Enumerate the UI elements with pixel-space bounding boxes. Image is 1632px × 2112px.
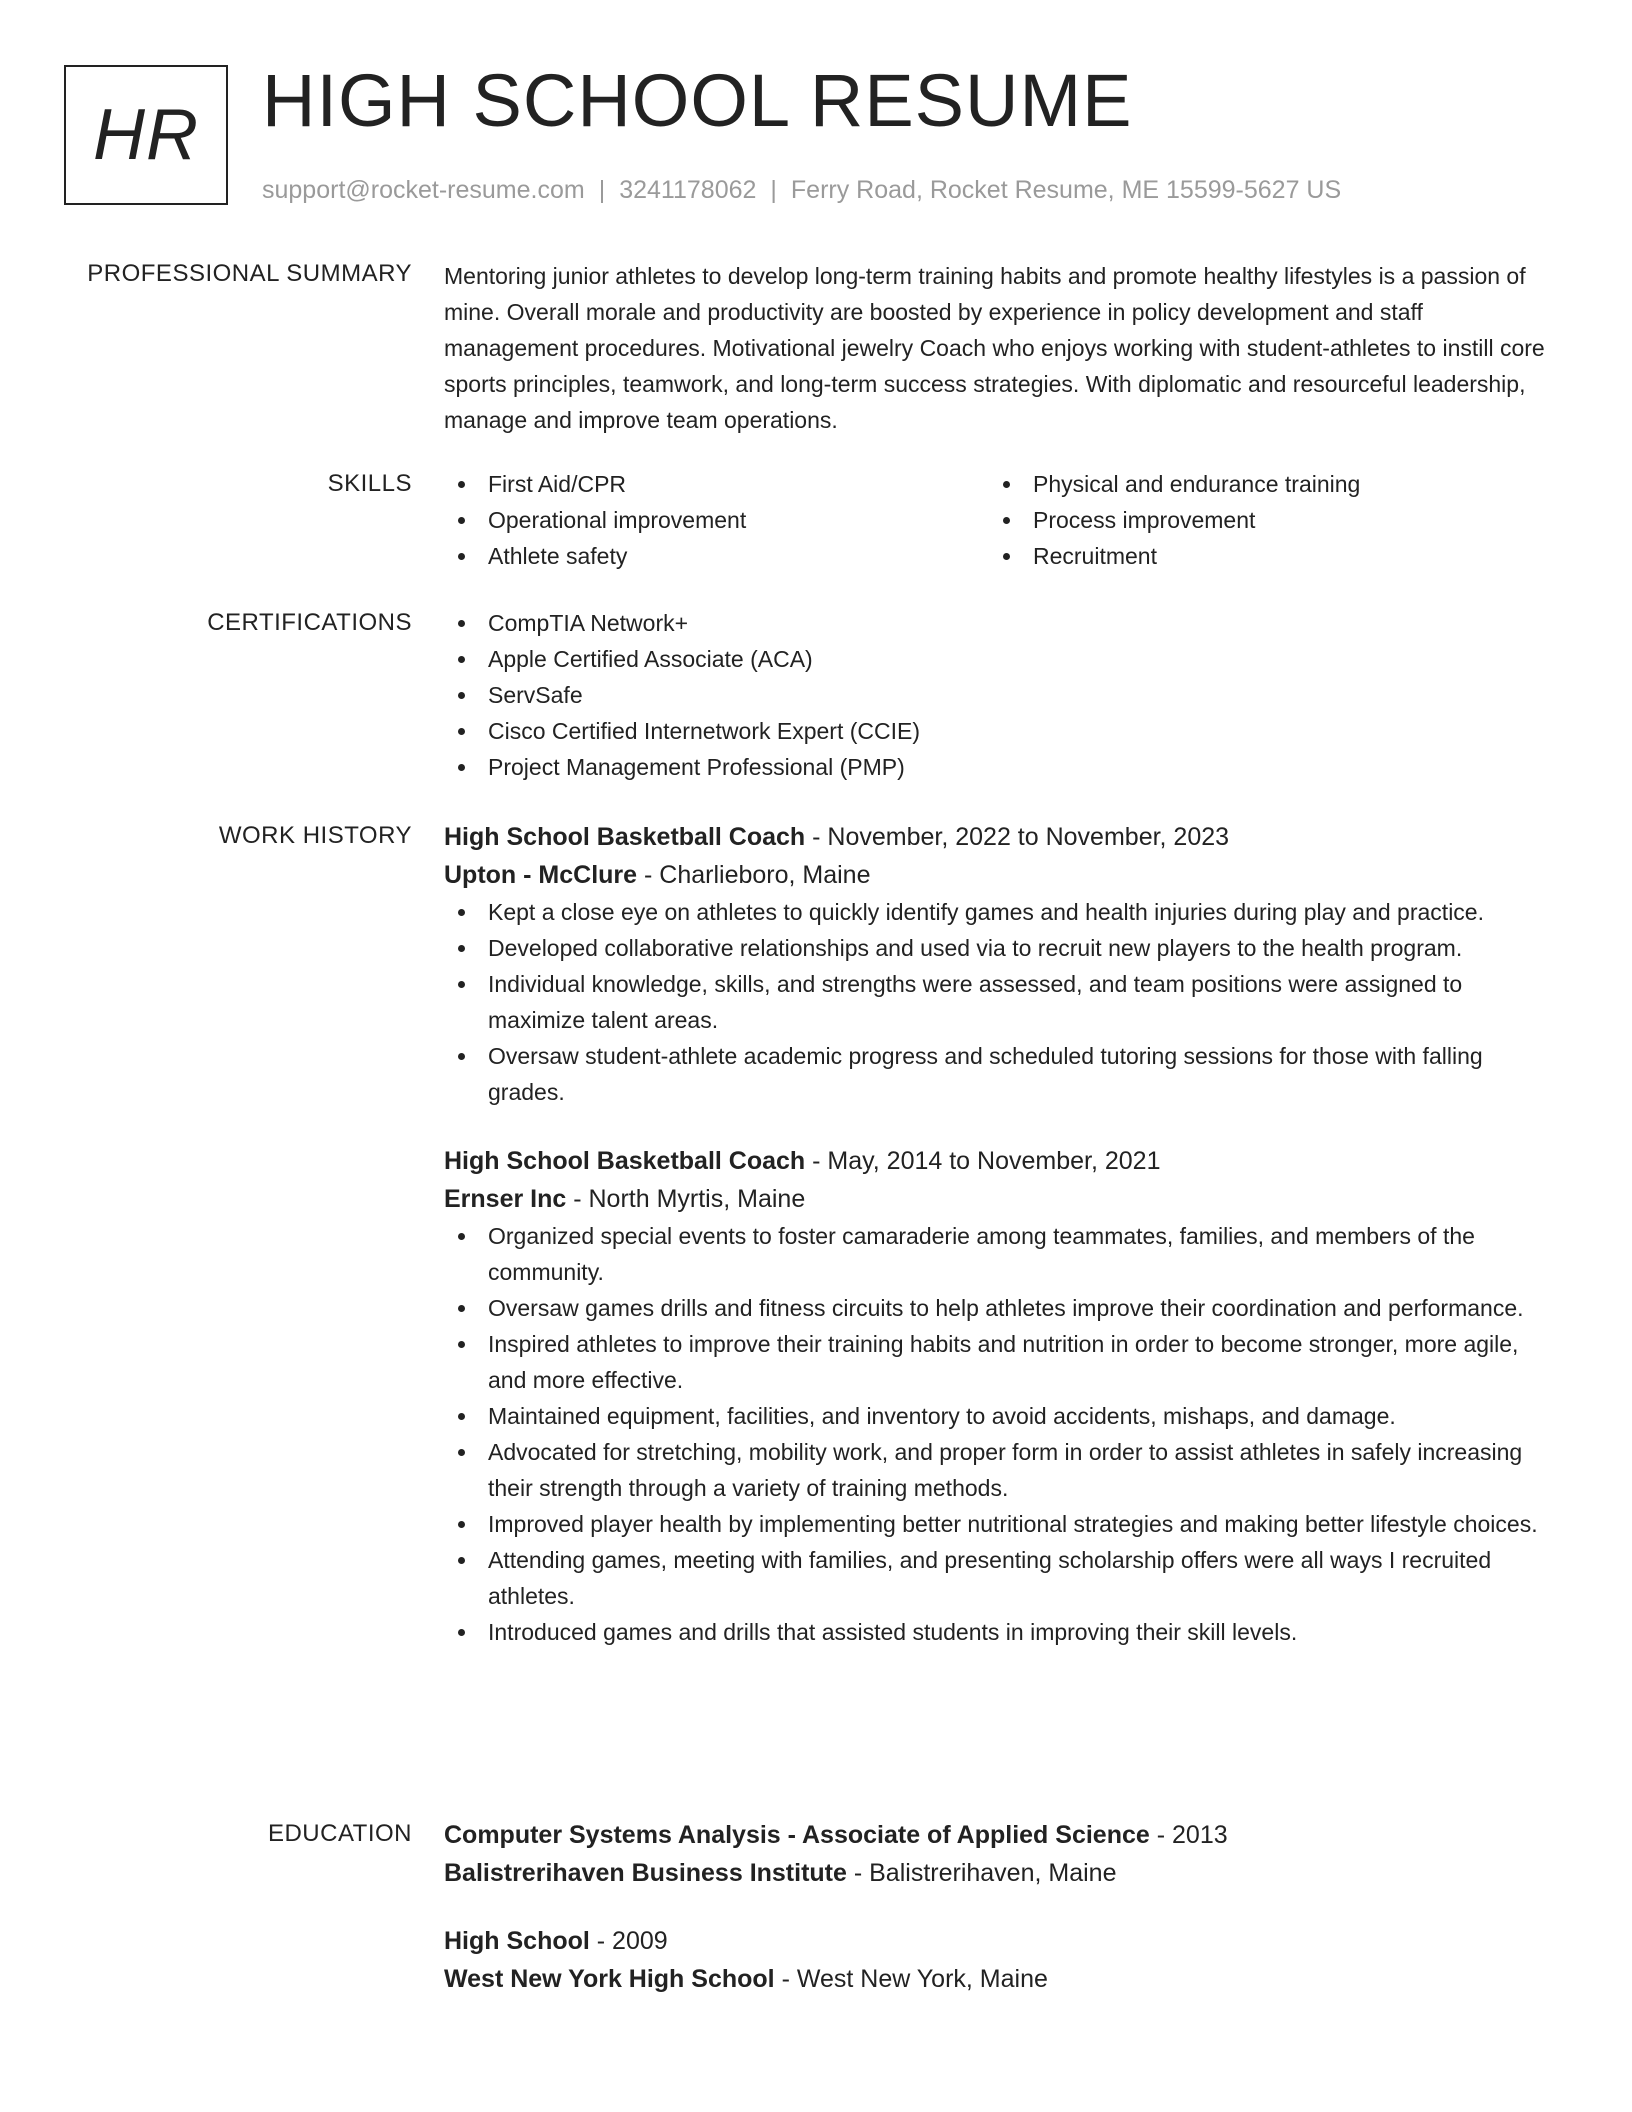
- skills-heading: SKILLS: [327, 470, 412, 497]
- skills-grid: [444, 466, 1560, 574]
- skill-item: Athlete safety: [444, 538, 989, 574]
- skill-item: Recruitment: [989, 538, 1534, 574]
- school-name: Balistrerihaven Business Institute: [444, 1859, 847, 1887]
- education-body: [444, 1816, 1560, 1998]
- education-entry: [444, 1816, 1560, 1892]
- monogram-box: [64, 65, 228, 205]
- contact-line: [262, 172, 1341, 208]
- work-history-body: [444, 818, 1560, 1650]
- job-entry: [444, 818, 1560, 1110]
- job-dates: - November, 2022 to November, 2023: [812, 823, 1230, 851]
- contact-separator: |: [770, 176, 777, 204]
- contact-email: support@rocket-resume.com: [262, 176, 585, 204]
- school-line: [444, 1854, 1560, 1892]
- certification-item: Project Management Professional (PMP): [444, 749, 1560, 785]
- job-dates: - May, 2014 to November, 2021: [812, 1147, 1161, 1175]
- skill-item: Process improvement: [989, 502, 1534, 538]
- job-duty-item: Advocated for stretching, mobility work, and proper form in order to assist athletes in safely increasing their strength through a variety of training methods.: [444, 1434, 1560, 1506]
- school-location: - West New York, Maine: [781, 1965, 1048, 1993]
- job-location: - Charlieboro, Maine: [644, 861, 871, 889]
- education-entry: [444, 1922, 1560, 1998]
- job-duty-item: Oversaw student-athlete academic progress and scheduled tutoring sessions for those with falling grades.: [444, 1038, 1560, 1110]
- degree-line: [444, 1816, 1560, 1854]
- job-company: Ernser Inc: [444, 1185, 567, 1213]
- summary-body: [444, 258, 1560, 438]
- resume-name: HIGH SCHOOL RESUME: [262, 59, 1133, 142]
- education-heading: EDUCATION: [267, 1820, 412, 1847]
- school-location: - Balistrerihaven, Maine: [853, 1859, 1117, 1887]
- job-duty-item: Improved player health by implementing better nutritional strategies and making better lifestyle choices.: [444, 1506, 1560, 1542]
- summary-heading: PROFESSIONAL SUMMARY: [87, 260, 412, 287]
- certification-item: ServSafe: [444, 677, 1560, 713]
- job-title-line: [444, 1142, 1560, 1180]
- contact-separator: |: [598, 176, 606, 204]
- job-company: Upton - McClure: [444, 861, 638, 889]
- skill-item: Physical and endurance training: [989, 466, 1534, 502]
- skill-item: First Aid/CPR: [444, 466, 989, 502]
- job-duty-item: Individual knowledge, skills, and strengths were assessed, and team positions were assigned to maximize talent areas.: [444, 966, 1560, 1038]
- job-company-line: [444, 856, 1560, 894]
- job-title: High School Basketball Coach: [444, 823, 806, 851]
- job-duties-list: [444, 894, 1560, 1110]
- certifications-heading: CERTIFICATIONS: [207, 609, 412, 636]
- monogram-initials: HR: [93, 95, 199, 175]
- school-line: [444, 1960, 1560, 1998]
- certification-item: Cisco Certified Internetwork Expert (CCIE): [444, 713, 1560, 749]
- job-duty-item: Maintained equipment, facilities, and inventory to avoid accidents, mishaps, and damage.: [444, 1398, 1560, 1434]
- certification-item: Apple Certified Associate (ACA): [444, 641, 1560, 677]
- summary-text: Mentoring junior athletes to develop long-term training habits and promote healthy lifestyles is a passion of mine. Overall morale and productivity are boosted by experience in policy development and staff management procedures. Motivational jewelry Coach who enjoys working with student-athletes to instill core sports principles, teamwork, and long-term success strategies. With diplomatic and resourceful leadership, manage and improve team operations.: [444, 263, 1545, 433]
- job-duty-item: Inspired athletes to improve their training habits and nutrition in order to become stronger, more agile, and more effective.: [444, 1326, 1560, 1398]
- job-title: High School Basketball Coach: [444, 1147, 806, 1175]
- school-name: West New York High School: [444, 1965, 775, 1993]
- job-title-line: [444, 818, 1560, 856]
- contact-address: Ferry Road, Rocket Resume, ME 15599-5627 US: [790, 176, 1342, 204]
- job-duties-list: [444, 1218, 1560, 1650]
- contact-phone: 3241178062: [619, 176, 757, 204]
- work-history-heading: WORK HISTORY: [218, 822, 412, 849]
- degree-year: - 2013: [1156, 1821, 1228, 1849]
- job-entry: [444, 1142, 1560, 1650]
- job-duty-item: Kept a close eye on athletes to quickly identify games and health injuries during play and practice.: [444, 894, 1560, 930]
- job-location: - North Myrtis, Maine: [573, 1185, 806, 1213]
- skills-list-right: [989, 466, 1534, 574]
- job-duty-item: Oversaw games drills and fitness circuits to help athletes improve their coordination and performance.: [444, 1290, 1560, 1326]
- job-duty-item: Introduced games and drills that assisted students in improving their skill levels.: [444, 1614, 1560, 1650]
- skills-body: [444, 466, 1560, 574]
- certifications-body: [444, 605, 1560, 785]
- skills-list-left: [444, 466, 989, 574]
- degree-line: [444, 1922, 1560, 1960]
- job-company-line: [444, 1180, 1560, 1218]
- degree-name: Computer Systems Analysis - Associate of Applied Science: [444, 1821, 1150, 1849]
- job-duty-item: Organized special events to foster camaraderie among teammates, families, and members of the community.: [444, 1218, 1560, 1290]
- job-duty-item: Developed collaborative relationships and used via to recruit new players to the health program.: [444, 930, 1560, 966]
- skill-item: Operational improvement: [444, 502, 989, 538]
- job-duty-item: Attending games, meeting with families, and presenting scholarship offers were all ways I recruited athletes.: [444, 1542, 1560, 1614]
- certifications-list: [444, 605, 1560, 785]
- degree-name: High School: [444, 1927, 590, 1955]
- degree-year: - 2009: [596, 1927, 668, 1955]
- certification-item: CompTIA Network+: [444, 605, 1560, 641]
